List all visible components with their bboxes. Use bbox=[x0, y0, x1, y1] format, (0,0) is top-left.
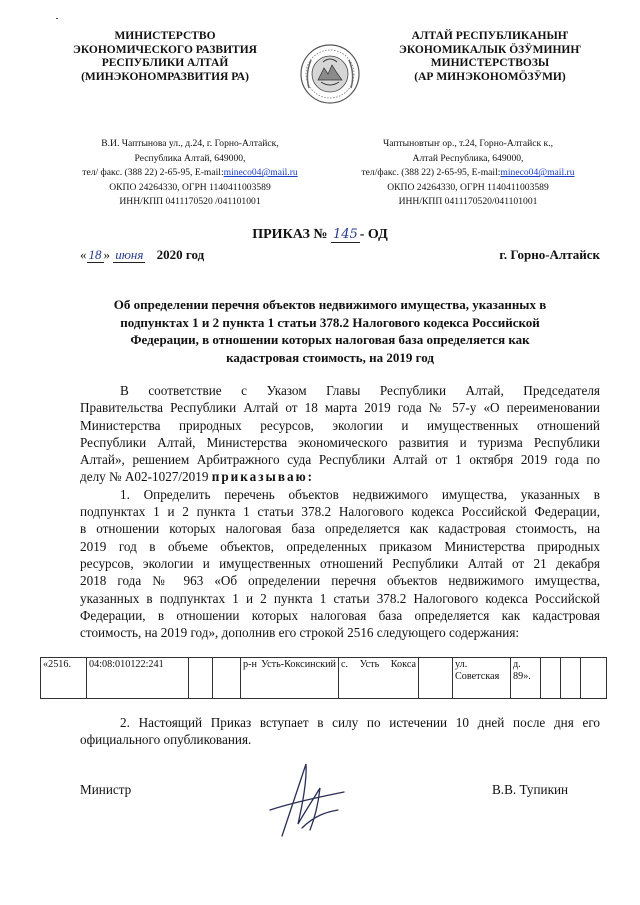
address-line: Республика Алтай, 649000, bbox=[134, 152, 246, 164]
header-line: (АР МИНЭКОНОМӦЗӰМИ) bbox=[414, 70, 566, 83]
subject-line: кадастровая стоимость, на 2019 год bbox=[226, 349, 434, 365]
order-city: г. Горно-Алтайск bbox=[499, 247, 600, 262]
address-line: ИНН/КПП 0411170520/041101001 bbox=[398, 196, 538, 208]
table-row bbox=[41, 658, 607, 699]
table-cell: «2516. bbox=[41, 658, 87, 699]
item1-line: 1. Определить перечень объектов недвижимого имущества, указанных в bbox=[120, 486, 600, 502]
preamble-line: Алтай», решением Арбитражного суда Республики Алтай от 1 октября 2019 года по bbox=[80, 452, 600, 468]
header-line: ЭКОНОМИКАЛЫК ӦЗӰМИНИҤ bbox=[399, 43, 581, 56]
item2-line: официального опубликования. bbox=[80, 732, 252, 748]
order-title bbox=[0, 227, 640, 243]
subject-line: Федерации, в отношении которых налоговая база определяется как bbox=[130, 332, 530, 347]
date-day: 18 bbox=[88, 247, 102, 262]
table-cell: р-н Усть-Коксинский bbox=[241, 658, 339, 699]
phone-text: тел/ факс. (388 22) 2-65-95, E-mail: bbox=[82, 167, 224, 179]
subject-line: Об определении перечня объектов недвижимого имущества, указанных в bbox=[113, 297, 547, 312]
item1-line: в отношении которых налоговая база определяется как кадастровая стоимость, на bbox=[80, 521, 600, 537]
header-line: ЭКОНОМИЧЕСКОГО РАЗВИТИЯ bbox=[73, 43, 257, 56]
phone-text: тел/факс. (388 22) 2-65-95, E-mail: bbox=[361, 167, 501, 179]
table-cell bbox=[541, 658, 561, 699]
table-cell bbox=[561, 658, 581, 699]
address-line: ИНН/КПП 0411170520 /041101001 bbox=[119, 196, 261, 208]
address-line: ОКПО 24264330, ОГРН 1140411003589 bbox=[387, 181, 549, 193]
header-line: (МИНЭКОНОМРАЗВИТИЯ РА) bbox=[81, 70, 249, 83]
preamble-line: Правительства Республики Алтай от 18 марта 2019 года № 57-у «О переименовании bbox=[80, 400, 600, 416]
address-line: ОКПО 24264330, ОГРН 1140411003589 bbox=[109, 181, 271, 193]
ministry-header-alt bbox=[370, 30, 610, 84]
preamble-line: Республики Алтай, Министерства экономического развития и туризма Республики bbox=[80, 434, 600, 450]
inserted-row-table bbox=[40, 657, 607, 699]
address-line: Чаптыновтыҥ ор., т.24, Горно-Алтайск к., bbox=[382, 138, 554, 149]
item1-line: 2019 год в объеме объектов, определенных приказом Министерства природных bbox=[80, 538, 600, 554]
date-month: июня bbox=[115, 247, 144, 262]
table-cell: с. Усть Кокса bbox=[339, 658, 419, 699]
table-cell bbox=[581, 658, 607, 699]
header-line: МИНИСТЕРСТВОЗЫ bbox=[430, 57, 550, 69]
date-year: 2020 год bbox=[156, 247, 205, 262]
table-cell: д. 89». bbox=[511, 658, 541, 699]
email-link[interactable]: mineco04@mail.ru bbox=[223, 167, 298, 179]
table-cell: ул. Советская bbox=[453, 658, 511, 699]
address-line bbox=[318, 166, 618, 181]
subject-line: подпунктах 1 и 2 пункта 1 статьи 378.2 Налогового кодекса Российской bbox=[120, 314, 540, 330]
scan-mark bbox=[56, 18, 58, 19]
date-quote: » bbox=[103, 247, 110, 262]
signatory-title: Министр bbox=[80, 782, 132, 797]
command-word: приказываю: bbox=[211, 469, 315, 485]
case-number: делу № А02-1027/2019 bbox=[80, 469, 209, 485]
address-line bbox=[40, 166, 340, 181]
ministry-header-ru bbox=[50, 30, 280, 84]
table-cell bbox=[419, 658, 453, 699]
item2-line: 2. Настоящий Приказ вступает в силу по истечении 10 дней после дня его bbox=[120, 715, 600, 730]
address-line: Алтай Республика, 649000, bbox=[412, 152, 524, 164]
table-cell: 04:08:010122:241 bbox=[87, 658, 189, 699]
item1-line: 2018 года № 963 «Об определении перечня объектов недвижимого имущества, bbox=[80, 573, 600, 589]
item1-line: ресурсов, экологии и имущественных отношений Республики Алтай от 21 декабря bbox=[80, 555, 600, 571]
header-line: АЛТАЙ РЕСПУБЛИКАНЫҤ bbox=[411, 30, 569, 42]
order-prefix: ПРИКАЗ № bbox=[252, 227, 328, 242]
date-quote: « bbox=[80, 247, 87, 262]
order-date bbox=[80, 247, 204, 263]
handwritten-signature-icon bbox=[262, 758, 352, 840]
order-number: 145 bbox=[332, 227, 358, 242]
item1-line: подпунктах 1 и 2 пункта 1 статьи 378.2 Налогового кодекса Российской Федерации, bbox=[80, 504, 600, 520]
signatory-name: В.В. Тупикин bbox=[492, 782, 569, 797]
item1-line: стоимость, на 2019 год», дополнив его строкой 2516 следующего содержания: bbox=[80, 625, 520, 641]
address-block-ru bbox=[40, 137, 340, 210]
coat-of-arms-icon bbox=[299, 38, 361, 110]
preamble-line: Министерства природных ресурсов, экологии и имущественных отношений bbox=[80, 417, 600, 433]
order-suffix: - ОД bbox=[359, 227, 388, 242]
order-body bbox=[80, 382, 600, 641]
header-line: РЕСПУБЛИКИ АЛТАЙ bbox=[101, 57, 229, 69]
item1-line: Федерации, в отношении которых налоговая база определяется как кадастровая bbox=[80, 607, 600, 623]
order-subject bbox=[70, 296, 590, 366]
preamble-line: В соответствие с Указом Главы Республики Алтай, Председателя bbox=[120, 383, 600, 398]
item1-line: указанных в подпунктах 1 и 2 пункта 1 статьи 378.2 Налогового кодекса Российской bbox=[80, 590, 600, 606]
preamble-line bbox=[80, 468, 600, 485]
email-link[interactable]: mineco04@mail.ru bbox=[500, 167, 575, 179]
header-line: МИНИСТЕРСТВО bbox=[114, 30, 216, 42]
table-cell bbox=[213, 658, 241, 699]
address-line: В.И. Чаптынова ул., д.24, г. Горно-Алтайск, bbox=[101, 138, 279, 149]
address-block-alt bbox=[318, 137, 618, 210]
order-body-final bbox=[80, 714, 600, 749]
table-cell bbox=[189, 658, 213, 699]
